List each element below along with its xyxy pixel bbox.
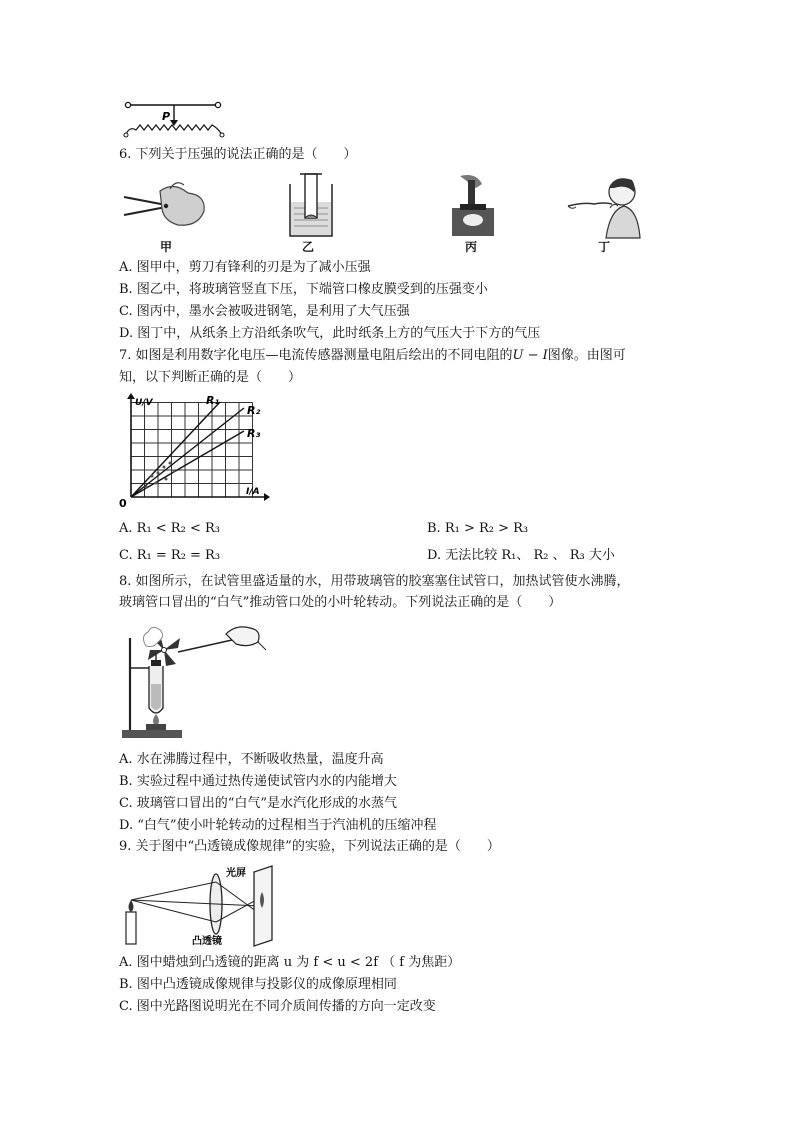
origin-label: 0 <box>119 497 127 510</box>
label-r3: R₃ <box>247 427 261 440</box>
q7-stem-math: U − I <box>512 348 548 363</box>
label-lens: 凸透镜 <box>192 936 222 947</box>
q7-stem-text: 7. 如图是利用数字化电压—电流传感器测量电阻后绘出的不同电阻的 <box>119 348 513 363</box>
q8-option-c: C. 玻璃管口冒出的“白气”是水汽化形成的水蒸气 <box>119 796 398 811</box>
label-r2: R₂ <box>247 404 261 417</box>
q6-stem: 6. 下列关于压强的说法正确的是（ ） <box>119 147 357 162</box>
q8-option-a: A. 水在沸腾过程中，不断吸收热量，温度升高 <box>119 752 384 767</box>
caption-jia: 甲 <box>160 240 173 254</box>
q9-option-c: C. 图中光路图说明光在不同介质间传播的方向一定改变 <box>119 999 436 1014</box>
glass-tube-figure <box>286 172 336 240</box>
q7-option-b: B. R₁ > R₂ > R₃ <box>427 521 529 536</box>
caption-yi: 乙 <box>302 240 315 254</box>
q7-stem-line2: 知，以下判断正确的是（ ） <box>119 370 302 385</box>
q9-option-a: A. 图中蜡烛到凸透镜的距离 u 为 f < u < 2f （ f 为焦距） <box>119 955 461 970</box>
rheostat-figure <box>118 98 230 140</box>
caption-ding: 丁 <box>598 240 611 254</box>
line-r3 <box>131 431 244 497</box>
ui-graph <box>116 393 276 511</box>
x-axis-label: I/A <box>246 487 260 497</box>
caption-bing: 丙 <box>465 240 478 254</box>
label-screen: 光屏 <box>226 868 246 879</box>
scissors-figure <box>120 175 210 235</box>
q8-stem-line1: 8. 如图所示，在试管里盛适量的水，用带玻璃管的胶塞塞住试管口，加热试管使水沸腾， <box>119 574 630 589</box>
boy-blowing-figure <box>566 172 642 240</box>
q9-stem: 9. 关于图中“凸透镜成像规律”的实验，下列说法正确的是（ ） <box>119 839 500 854</box>
q8-stem-line2: 玻璃管口冒出的“白气”推动管口处的小叶轮转动。下列说法正确的是（ ） <box>119 595 562 610</box>
boiling-tube-figure <box>118 614 268 742</box>
q8-option-d: D. “白气”使小叶轮转动的过程相当于汽油机的压缩冲程 <box>119 818 437 833</box>
fountain-pen-figure <box>446 174 500 238</box>
q6-option-d: D. 图丁中，从纸条上方沿纸条吹气，此时纸条上方的气压大于下方的气压 <box>119 326 541 341</box>
q6-option-a: A. 图甲中，剪刀有锋利的刃是为了减小压强 <box>119 260 371 275</box>
q9-option-b: B. 图中凸透镜成像规律与投影仪的成像原理相同 <box>119 977 397 992</box>
q7-stem-text-end: 图像。由图可 <box>547 348 626 363</box>
convex-lens-figure <box>120 862 280 948</box>
q6-option-c: C. 图丙中，墨水会被吸进钢笔，是利用了大气压强 <box>119 304 410 319</box>
q8-option-b: B. 实验过程中通过热传递使试管内水的内能增大 <box>119 774 397 789</box>
q7-stem-line1 <box>119 346 626 366</box>
q7-option-c: C. R₁ = R₂ = R₃ <box>119 548 221 563</box>
label-r1: R₁ <box>206 394 220 407</box>
q7-option-a: A. R₁ < R₂ < R₃ <box>119 521 220 536</box>
q7-option-d: D. 无法比较 R₁、 R₂ 、 R₃ 大小 <box>427 548 615 563</box>
slider-label: P <box>162 110 171 123</box>
y-axis-label: U/V <box>135 398 153 408</box>
q6-option-b: B. 图乙中，将玻璃管竖直下压，下端管口橡皮膜受到的压强变小 <box>119 282 488 297</box>
